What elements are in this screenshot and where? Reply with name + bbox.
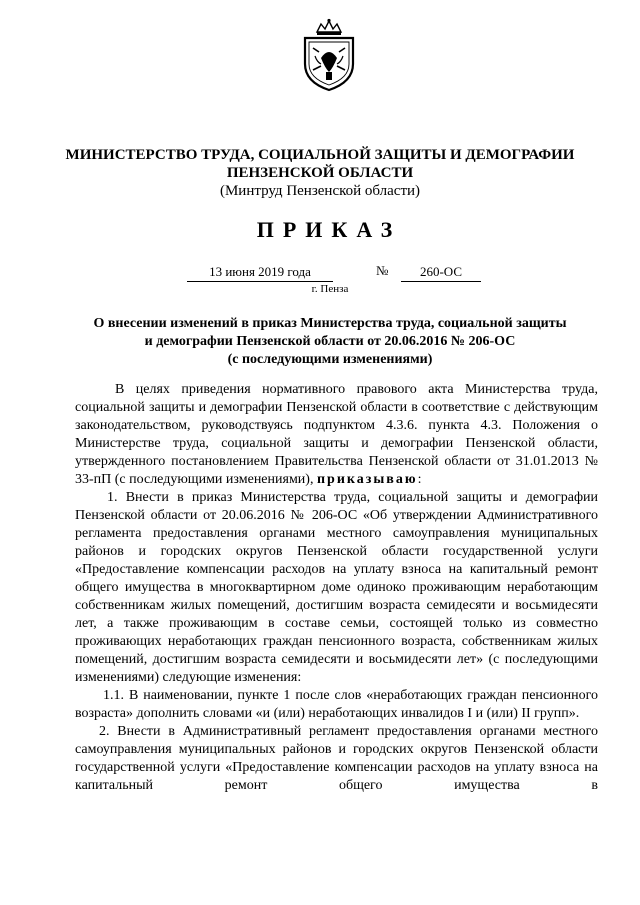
order-word: приказываю	[316, 472, 418, 487]
ministry-name-line1: МИНИСТЕРСТВО ТРУДА, СОЦИАЛЬНОЙ ЗАЩИТЫ И ДЕМОГРАФИИ	[65, 147, 575, 163]
document-type-title: ПРИКАЗ	[256, 217, 402, 242]
item-1-1-paragraph: 1.1. В наименовании, пункте 1 после слов «неработающих граждан пенсионного возраста» дополнить словами «и (или) неработающих инвалидов I и (или) II групп».	[75, 688, 598, 721]
order-city: г. Пенза	[311, 283, 349, 295]
item-2-paragraph: 2. Внести в Административный регламент предоставления органами местного самоуправления муниципальных районов и городских округов Пензенской области государственной услуги «Предоставление компенсации расходов на уплату взноса на капитальный ремонт общего имущества в	[75, 724, 598, 793]
order-number: 260-ОС	[401, 264, 481, 282]
number-sign: №	[376, 263, 389, 278]
subject-line3: (с последующими изменениями)	[227, 352, 433, 367]
item-1-paragraph: 1. Внести в приказ Министерства труда, социальной защиты и демографии Пензенской области от 20.06.2016 № 206-ОС «Об утверждении Административного регламента предоставления органами местного самоуправления муниципальных районов и городских округов Пензенской области государственной услуги «Предоставление компенсации расходов на уплату взноса на капитальный ремонт общего имущества в многоквартирном доме одиноко проживающим неработающим собственникам жилых помещений, достигшим возраста семидесяти и восьмидесяти лет, а также проживающим в составе семьи, состоящей только из совместно проживающих неработающих граждан пенсионного возраста, собственникам жилых помещений, достигшим возраста семидесяти и восьмидесяти лет» (с последующими изменениями) следующие изменения:	[75, 490, 598, 685]
ministry-name-line2: ПЕНЗЕНСКОЙ ОБЛАСТИ	[226, 165, 414, 181]
preamble-text: В целях приведения нормативного правового акта Министерства труда, социальной защиты и демографии Пензенской области в соответствие с действующим законодательством, руководствуясь подпунктом 4.3.6. пункта 4.3. Положения о Министерстве труда, социальной защиты и демографии Пензенской области, утвержденного постановлением Правительства Пензенской области от 31.01.2013 № 33-пП (с последующими изменениями),	[75, 382, 598, 487]
ministry-short-name: (Минтруд Пензенской области)	[219, 183, 421, 199]
order-body	[75, 381, 598, 795]
order-colon: :	[417, 472, 422, 487]
subject-line2: и демографии Пензенской области от 20.06.2016 № 206-ОС	[144, 334, 516, 349]
order-subject	[60, 315, 600, 369]
subject-line1: О внесении изменений в приказ Министерства труда, социальной защиты	[93, 316, 567, 331]
preamble-paragraph	[75, 381, 598, 489]
coat-of-arms-emblem	[299, 18, 359, 92]
order-date: 13 июня 2019 года	[187, 264, 333, 282]
